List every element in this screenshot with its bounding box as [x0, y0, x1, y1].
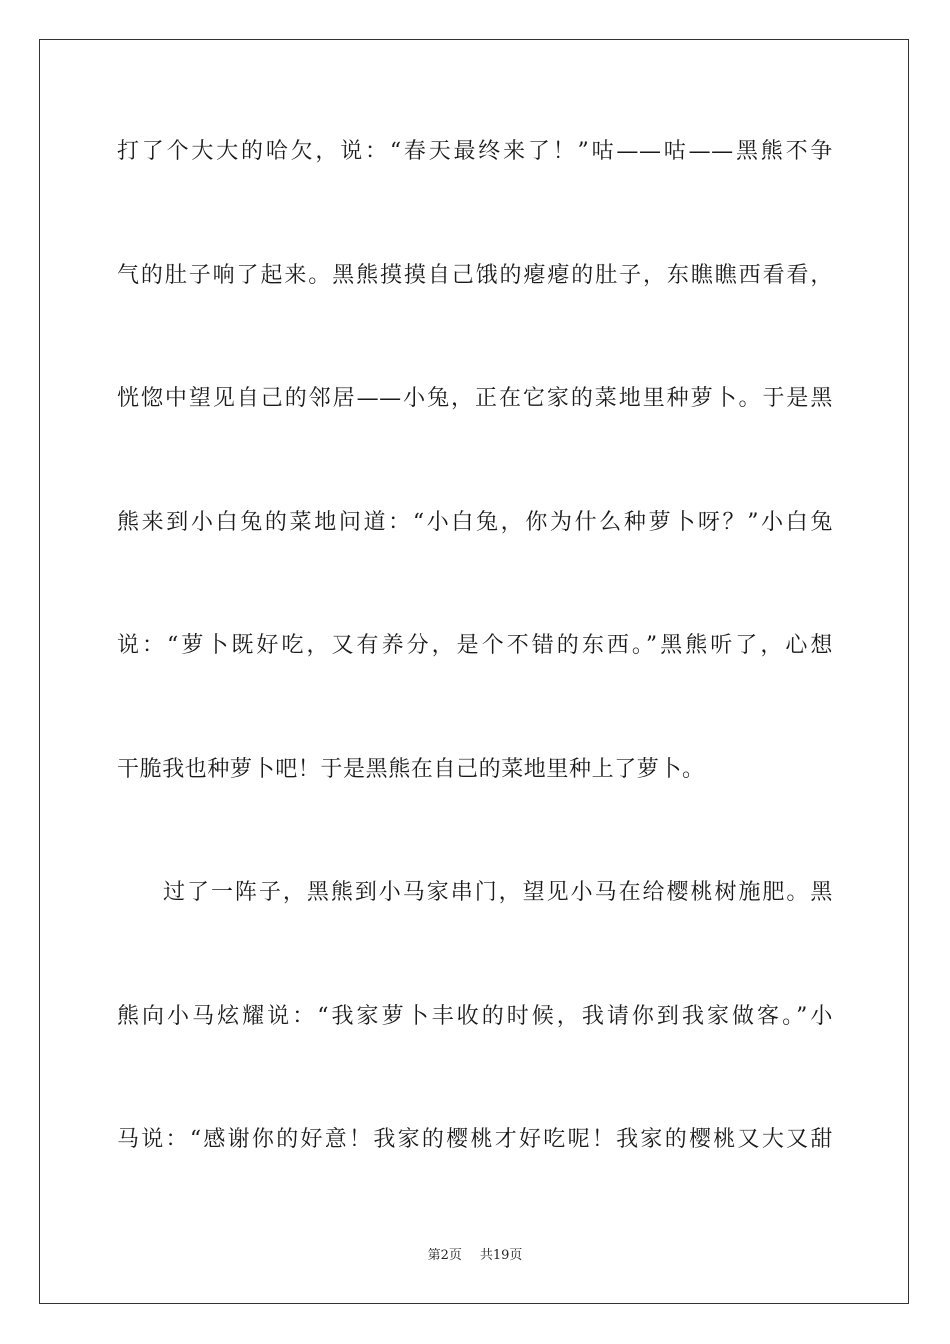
paragraph-line: 马说：“感谢你的好意！我家的樱桃才好吃呢！我家的樱桃又大又甜: [117, 1127, 833, 1152]
page-total: 共19页: [479, 1248, 523, 1263]
paragraph-line: 打了个大大的哈欠，说：“春天最终来了！”咕——咕——黑熊不争: [117, 139, 833, 164]
page-number: 第2页: [427, 1248, 462, 1263]
page-footer: [0, 1247, 950, 1265]
paragraph-line: 熊向小马炫耀说：“我家萝卜丰收的时候，我请你到我家做客。”小: [117, 1004, 833, 1029]
paragraph-line: 气的肚子响了起来。黑熊摸摸自己饿的瘪瘪的肚子，东瞧瞧西看看，: [117, 263, 833, 288]
paragraph-line: 熊来到小白兔的菜地问道：“小白兔，你为什么种萝卜呀？”小白兔: [117, 510, 833, 535]
paragraph-line: 干脆我也种萝卜吧！于是黑熊在自己的菜地里种上了萝卜。: [117, 757, 705, 782]
paragraph-line: 过了一阵子，黑熊到小马家串门，望见小马在给樱桃树施肥。黑: [163, 880, 833, 905]
paragraph-line: 恍惚中望见自己的邻居——小兔，正在它家的菜地里种萝卜。于是黑: [117, 386, 833, 411]
paragraph-line: 说：“萝卜既好吃，又有养分，是个不错的东西。”黑熊听了，心想: [117, 633, 833, 658]
page-border: [39, 39, 909, 1304]
